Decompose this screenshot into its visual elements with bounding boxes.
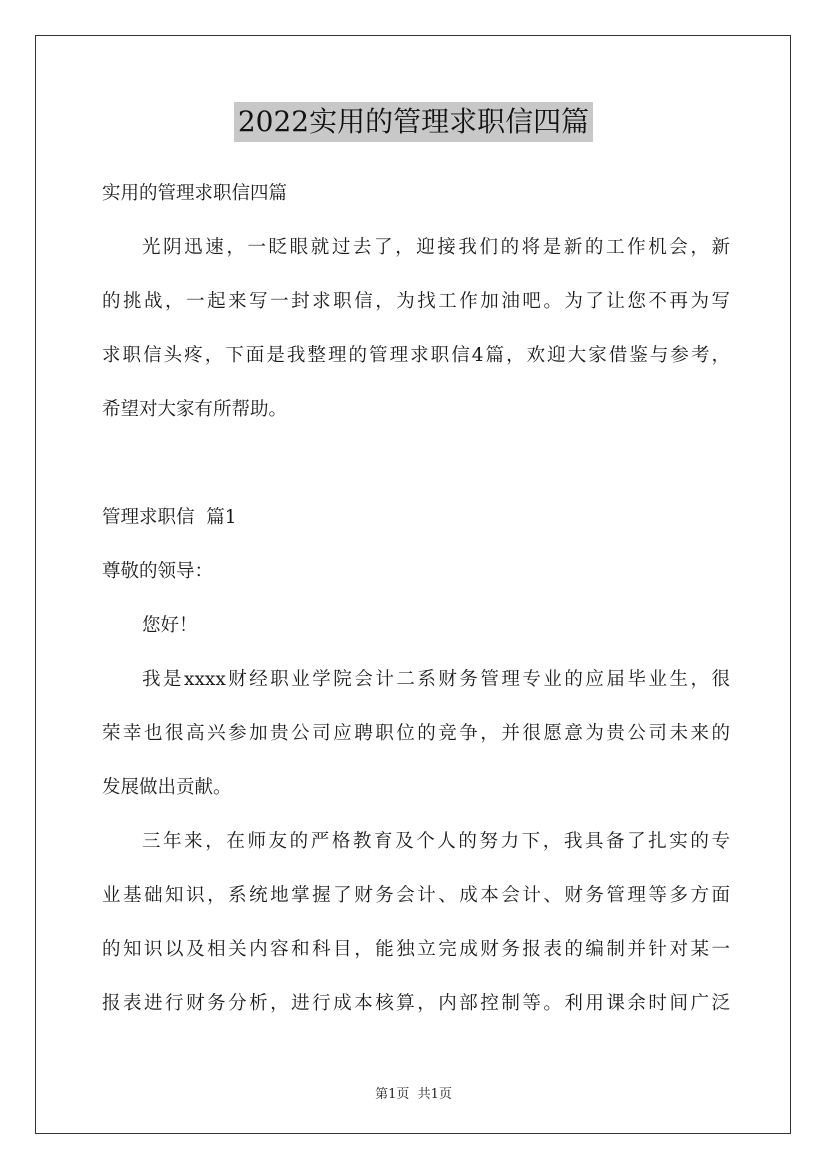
intro-line: 求职信头疼，下面是我整理的管理求职信4篇，欢迎大家借鉴与参考， — [102, 345, 730, 366]
document-title — [0, 101, 827, 142]
document-body — [102, 177, 730, 1041]
paragraph-line: 报表进行财务分析，进行成本核算，内部控制等。利用课余时间广泛 — [102, 993, 730, 1014]
intro-line: 光阴迅速，一眨眼就过去了，迎接我们的将是新的工作机会，新 — [142, 237, 730, 258]
paragraph-line: 发展做出贡献。 — [102, 777, 232, 798]
greeting: 您好！ — [142, 615, 198, 636]
paragraph-line: 的知识以及相关内容和科目，能独立完成财务报表的编制并针对某一 — [102, 939, 730, 960]
paragraph-line: 业基础知识，系统地掌握了财务会计、成本会计、财务管理等多方面 — [102, 885, 730, 906]
intro-line: 希望对大家有所帮助。 — [102, 399, 288, 420]
salutation: 尊敬的领导： — [102, 561, 214, 582]
paragraph-line: 三年来，在师友的严格教育及个人的努力下，我具备了扎实的专 — [142, 831, 730, 852]
document-title-text: 2022实用的管理求职信四篇 — [234, 102, 593, 142]
subtitle: 实用的管理求职信四篇 — [102, 183, 288, 204]
section-heading: 管理求职信 篇1 — [102, 507, 237, 528]
page-number: 第1页 共1页 — [375, 1087, 452, 1102]
intro-line: 的挑战，一起来写一封求职信，为找工作加油吧。为了让您不再为写 — [102, 291, 730, 312]
paragraph-line: 荣幸也很高兴参加贵公司应聘职位的竞争，并很愿意为贵公司未来的 — [102, 723, 730, 744]
paragraph-line: 我是xxxx财经职业学院会计二系财务管理专业的应届毕业生，很 — [142, 669, 730, 690]
paragraph-gap — [102, 447, 730, 480]
